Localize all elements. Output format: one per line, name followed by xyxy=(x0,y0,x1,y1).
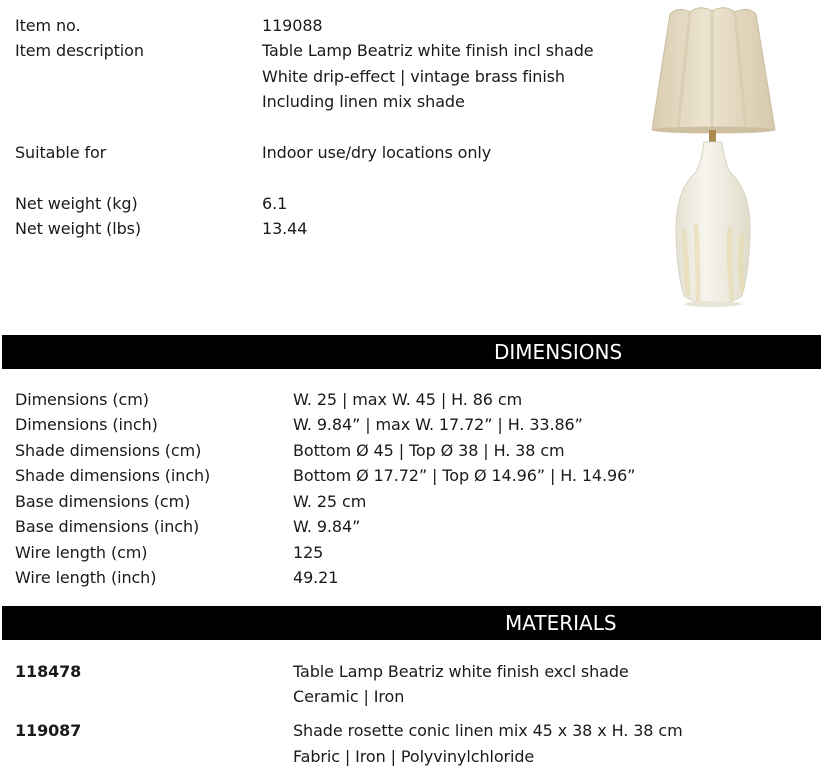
material-item-code: 119087 xyxy=(15,721,82,740)
material-item-code: 118478 xyxy=(15,662,82,681)
dimension-row-value: 49.21 xyxy=(293,568,339,587)
item-no-label: Item no. xyxy=(15,16,81,35)
dimensions-heading: DIMENSIONS xyxy=(494,340,623,364)
net-weight-kg-value: 6.1 xyxy=(262,194,288,213)
net-weight-lbs-value: 13.44 xyxy=(262,219,308,238)
dimension-row-value: Bottom Ø 45 | Top Ø 38 | H. 38 cm xyxy=(293,441,565,460)
dimension-row-label: Shade dimensions (inch) xyxy=(15,466,211,485)
item-description-line: Including linen mix shade xyxy=(262,92,465,111)
net-weight-lbs-label: Net weight (lbs) xyxy=(15,219,142,238)
item-description-line: White drip-effect | vintage brass finish xyxy=(262,67,565,86)
dimension-row-label: Base dimensions (inch) xyxy=(15,517,200,536)
item-no-value: 119088 xyxy=(262,16,323,35)
material-item-materials: Fabric | Iron | Polyvinylchloride xyxy=(293,747,535,766)
item-description-line: Table Lamp Beatriz white finish incl shade xyxy=(262,41,594,60)
net-weight-kg-label: Net weight (kg) xyxy=(15,194,138,213)
dimension-row-label: Wire length (cm) xyxy=(15,543,148,562)
dimensions-header-bar xyxy=(2,335,821,369)
materials-heading: MATERIALS xyxy=(505,611,617,635)
material-item-name: Shade rosette conic linen mix 45 x 38 x H. 38 cm xyxy=(293,721,683,740)
dimension-row-value: W. 25 | max W. 45 | H. 86 cm xyxy=(293,390,523,409)
suitable-for-label: Suitable for xyxy=(15,143,107,162)
dimension-row-value: W. 25 cm xyxy=(293,492,367,511)
dimension-row-value: W. 9.84” | max W. 17.72” | H. 33.86” xyxy=(293,415,583,434)
dimension-row-label: Dimensions (inch) xyxy=(15,415,158,434)
table-lamp-image xyxy=(638,0,788,318)
dimension-row-label: Shade dimensions (cm) xyxy=(15,441,202,460)
item-description-label: Item description xyxy=(15,41,144,60)
dimension-row-label: Dimensions (cm) xyxy=(15,390,149,409)
material-item-materials: Ceramic | Iron xyxy=(293,687,405,706)
materials-header-bar xyxy=(2,606,821,640)
dimension-row-label: Base dimensions (cm) xyxy=(15,492,191,511)
dimension-row-value: 125 xyxy=(293,543,324,562)
dimension-row-value: W. 9.84” xyxy=(293,517,361,536)
suitable-for-value: Indoor use/dry locations only xyxy=(262,143,492,162)
dimension-row-label: Wire length (inch) xyxy=(15,568,157,587)
material-item-name: Table Lamp Beatriz white finish excl shade xyxy=(293,662,629,681)
dimension-row-value: Bottom Ø 17.72” | Top Ø 14.96” | H. 14.96” xyxy=(293,466,636,485)
